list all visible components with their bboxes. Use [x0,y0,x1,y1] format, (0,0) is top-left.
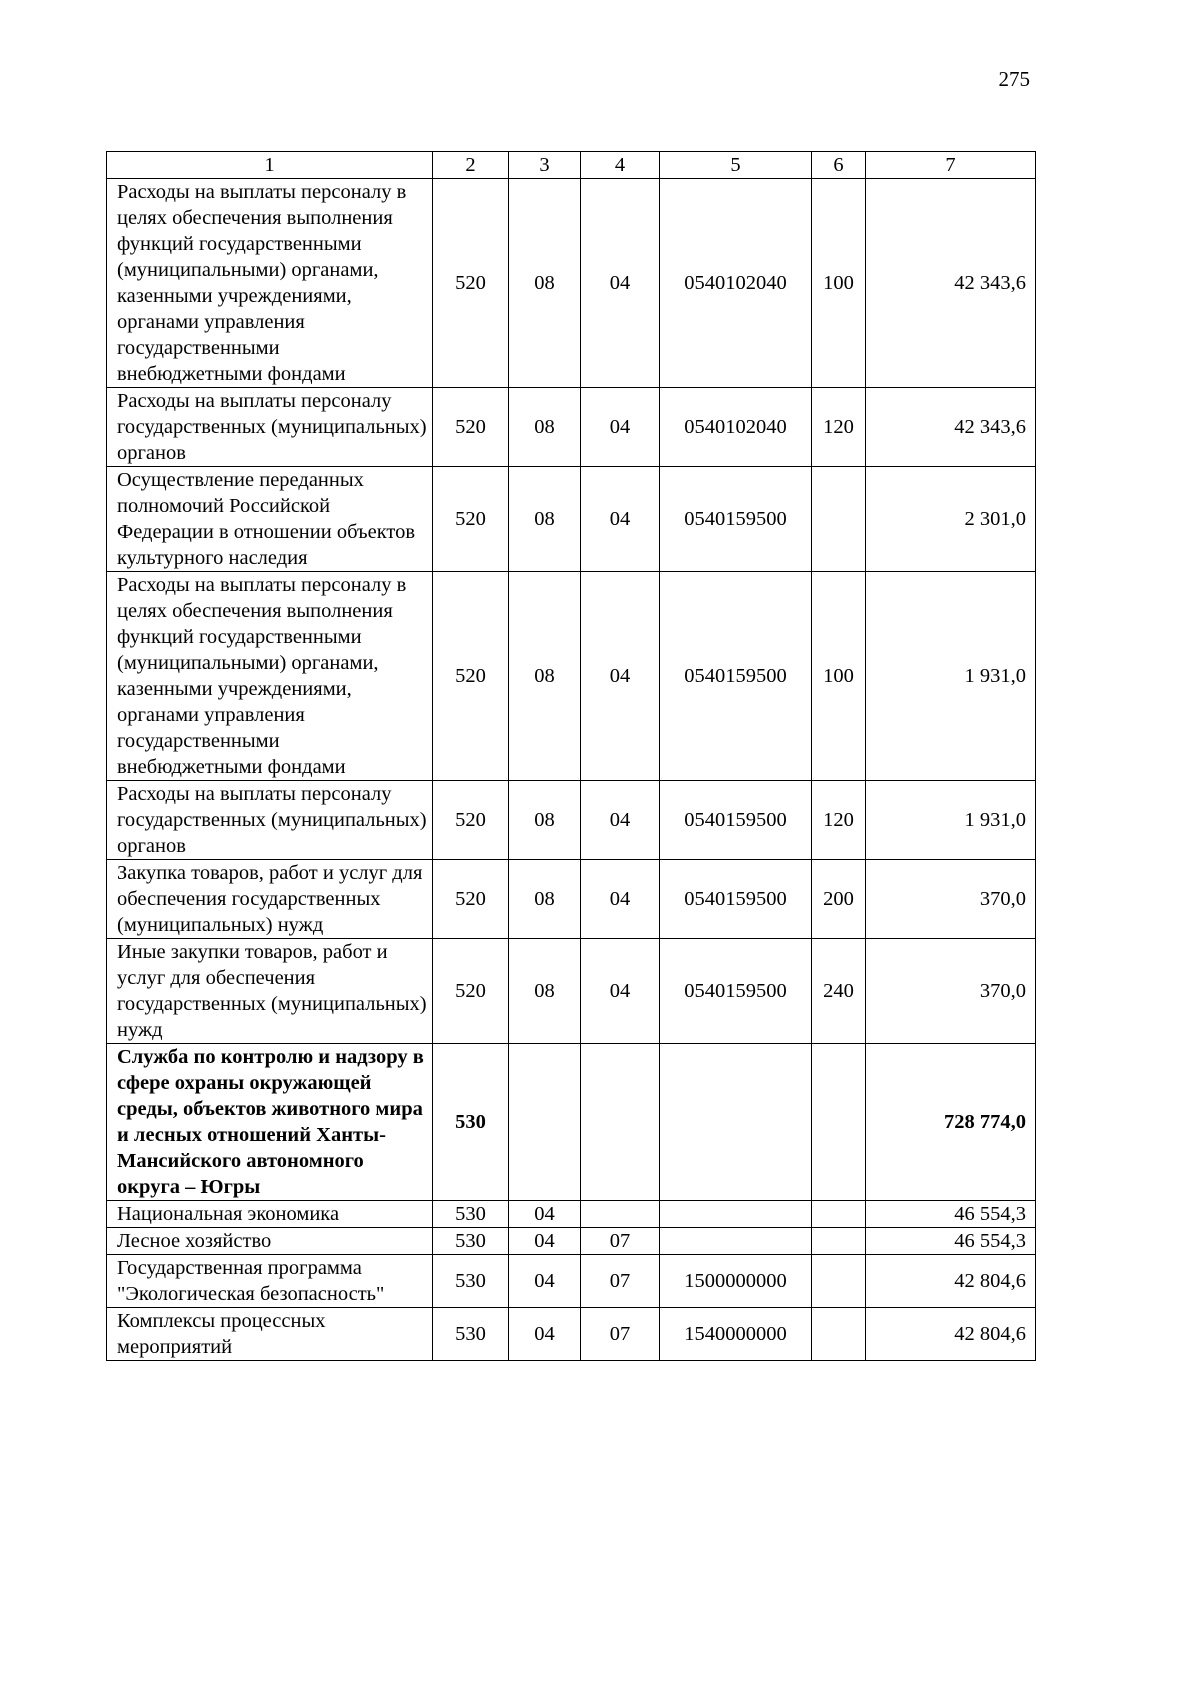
amount-cell: 370,0 [866,860,1036,939]
expense-name-cell: Осуществление переданных полномочий Российской Федерации в отношении объектов культурного наследия [107,467,433,572]
subsection-code-cell [581,1044,660,1201]
amount-cell: 42 804,6 [866,1308,1036,1361]
expense-name-cell: Закупка товаров, работ и услуг для обеспечения государственных (муниципальных) нужд [107,860,433,939]
expense-name-cell: Служба по контролю и надзору в сфере охраны окружающей среды, объектов животного мира и лесных отношений Ханты-Мансийского автономного округа – Югры [107,1044,433,1201]
target-article-cell: 0540159500 [660,781,812,860]
ministry-code-cell: 520 [433,179,509,388]
table-header-row [107,152,1036,179]
subsection-code-cell: 07 [581,1228,660,1255]
table-row [107,467,1036,572]
table-row-department [107,1044,1036,1201]
section-code-cell: 04 [509,1255,581,1308]
section-code-cell: 04 [509,1308,581,1361]
table-row [107,1255,1036,1308]
amount-cell: 1 931,0 [866,572,1036,781]
table-row [107,1201,1036,1228]
table-row [107,179,1036,388]
header-cell: 1 [107,152,433,179]
ministry-code-cell: 530 [433,1308,509,1361]
target-article-cell: 0540159500 [660,939,812,1044]
header-cell: 5 [660,152,812,179]
target-article-cell: 0540102040 [660,179,812,388]
expense-type-cell: 120 [812,388,866,467]
ministry-code-cell: 520 [433,860,509,939]
table-row [107,939,1036,1044]
subsection-code-cell: 07 [581,1255,660,1308]
ministry-code-cell: 530 [433,1044,509,1201]
expense-type-cell [812,1308,866,1361]
table-row [107,572,1036,781]
table-row [107,1308,1036,1361]
ministry-code-cell: 530 [433,1228,509,1255]
header-cell: 7 [866,152,1036,179]
ministry-code-cell: 520 [433,467,509,572]
target-article-cell [660,1044,812,1201]
header-cell: 4 [581,152,660,179]
subsection-code-cell [581,1201,660,1228]
ministry-code-cell: 520 [433,781,509,860]
target-article-cell: 0540159500 [660,572,812,781]
expense-type-cell: 100 [812,572,866,781]
subsection-code-cell: 04 [581,781,660,860]
ministry-code-cell: 520 [433,572,509,781]
expense-type-cell: 240 [812,939,866,1044]
target-article-cell: 1540000000 [660,1308,812,1361]
subsection-code-cell: 04 [581,179,660,388]
expense-name-cell: Иные закупки товаров, работ и услуг для обеспечения государственных (муниципальных) нужд [107,939,433,1044]
expense-type-cell [812,1228,866,1255]
header-cell: 6 [812,152,866,179]
target-article-cell: 0540159500 [660,860,812,939]
target-article-cell: 0540102040 [660,388,812,467]
expense-type-cell: 100 [812,179,866,388]
expense-name-cell: Расходы на выплаты персоналу государственных (муниципальных) органов [107,781,433,860]
ministry-code-cell: 520 [433,939,509,1044]
section-code-cell: 08 [509,179,581,388]
ministry-code-cell: 520 [433,388,509,467]
expense-name-cell: Лесное хозяйство [107,1228,433,1255]
expense-name-cell: Расходы на выплаты персоналу в целях обеспечения выполнения функций государственными (муниципальными) органами, казенными учреждениями, органами управления государственными внебюджетными фондами [107,572,433,781]
expense-name-cell: Комплексы процессных мероприятий [107,1308,433,1361]
table-row [107,1228,1036,1255]
amount-cell: 42 343,6 [866,179,1036,388]
expense-name-cell: Государственная программа "Экологическая безопасность" [107,1255,433,1308]
subsection-code-cell: 07 [581,1308,660,1361]
section-code-cell: 08 [509,939,581,1044]
ministry-code-cell: 530 [433,1255,509,1308]
expense-type-cell [812,1044,866,1201]
target-article-cell [660,1228,812,1255]
header-cell: 3 [509,152,581,179]
amount-cell: 1 931,0 [866,781,1036,860]
header-cell: 2 [433,152,509,179]
amount-cell: 42 343,6 [866,388,1036,467]
amount-cell: 46 554,3 [866,1228,1036,1255]
expense-type-cell: 200 [812,860,866,939]
subsection-code-cell: 04 [581,467,660,572]
section-code-cell: 08 [509,467,581,572]
expense-type-cell [812,1201,866,1228]
subsection-code-cell: 04 [581,939,660,1044]
target-article-cell: 0540159500 [660,467,812,572]
section-code-cell: 08 [509,781,581,860]
amount-cell: 46 554,3 [866,1201,1036,1228]
target-article-cell: 1500000000 [660,1255,812,1308]
section-code-cell: 08 [509,388,581,467]
section-code-cell [509,1044,581,1201]
table-row [107,388,1036,467]
section-code-cell: 08 [509,572,581,781]
expense-type-cell [812,1255,866,1308]
expense-name-cell: Национальная экономика [107,1201,433,1228]
page-number: 275 [998,67,1030,91]
table-row [107,860,1036,939]
amount-cell: 370,0 [866,939,1036,1044]
section-code-cell: 08 [509,860,581,939]
subsection-code-cell: 04 [581,860,660,939]
budget-table [106,151,1036,1361]
table-row [107,781,1036,860]
amount-cell: 42 804,6 [866,1255,1036,1308]
expense-name-cell: Расходы на выплаты персоналу в целях обеспечения выполнения функций государственными (муниципальными) органами, казенными учреждениями, органами управления государственными внебюджетными фондами [107,179,433,388]
ministry-code-cell: 530 [433,1201,509,1228]
amount-cell: 728 774,0 [866,1044,1036,1201]
expense-name-cell: Расходы на выплаты персоналу государственных (муниципальных) органов [107,388,433,467]
section-code-cell: 04 [509,1228,581,1255]
subsection-code-cell: 04 [581,388,660,467]
section-code-cell: 04 [509,1201,581,1228]
target-article-cell [660,1201,812,1228]
expense-type-cell [812,467,866,572]
amount-cell: 2 301,0 [866,467,1036,572]
subsection-code-cell: 04 [581,572,660,781]
expense-type-cell: 120 [812,781,866,860]
